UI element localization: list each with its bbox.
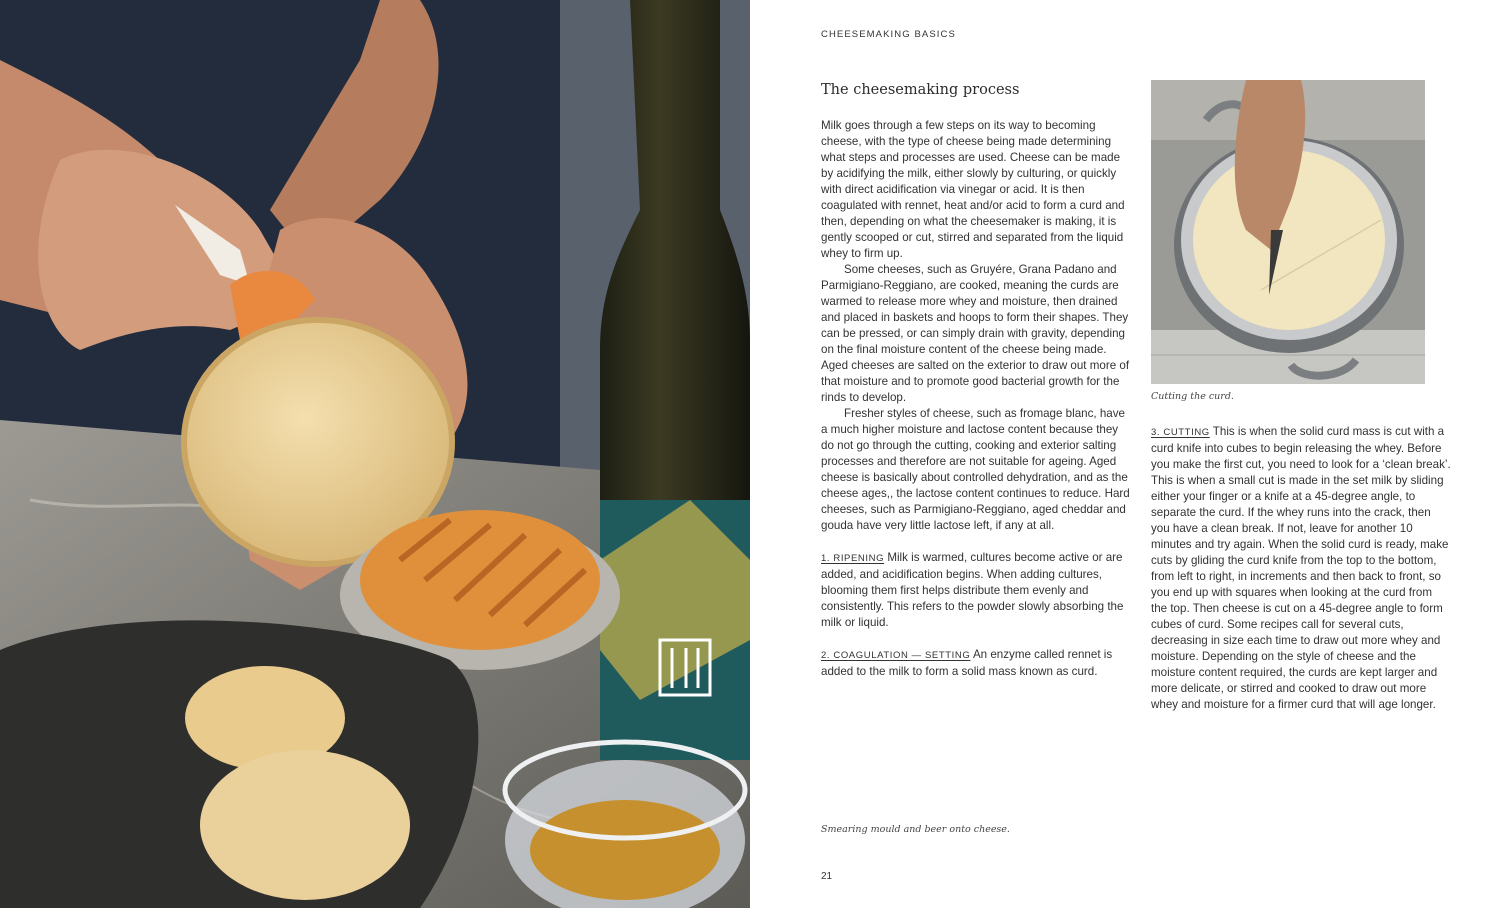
- step-coagulation: [821, 647, 1133, 680]
- cutting-step-text: [1151, 424, 1451, 713]
- intro-paragraph-3: Fresher styles of cheese, such as fromage blanc, have a much higher moisture and lactose content because they do not go through the cutting, cooking and exterior salting processes and therefore are not suitable for ageing. Aged cheese is basically about controlled dehydration, and as the cheese ages,, the lactose content continues to reduce. Hard cheeses, such as Parmigiano-Reggiano, aged cheddar and gouda have very little lactose left, if any at all.: [821, 407, 1130, 532]
- step-text: Milk is warmed, cultures become active or are added, and acidification begins. When adding cultures, blooming them first helps distribute them evenly and consistently. This refers to the powder slowly absorbing the milk or liquid.: [821, 551, 1124, 629]
- step-label: 3. CUTTING: [1151, 427, 1210, 438]
- step-ripening: [821, 550, 1133, 631]
- side-column: [1151, 80, 1451, 713]
- step-cutting: [1151, 424, 1451, 713]
- cutting-curd-photo: [1151, 80, 1425, 384]
- intro-paragraph-1: Milk goes through a few steps on its way to becoming cheese, with the type of cheese being made determining what steps and processes are used. Cheese can be made by acidifying the milk, either slowly by culturing, or quickly with direct acidification via vinegar or acid. It is then coagulated with rennet, heat and/or acid to form a curd and then, depending on what the cheesemaker is making, it is gently scooped or cut, stirred and separated from the liquid whey to firm up.: [821, 119, 1125, 260]
- running-head: CHEESEMAKING BASICS: [821, 29, 956, 40]
- photo-caption: Cutting the curd.: [1151, 391, 1234, 402]
- body-text: [821, 118, 1133, 680]
- step-text: An enzyme called rennet is added to the milk to form a solid mass known as curd.: [821, 648, 1113, 678]
- step-label: 1. RIPENING: [821, 553, 885, 564]
- page-number: 21: [821, 871, 833, 882]
- intro-paragraph-2: Some cheeses, such as Gruyére, Grana Padano and Parmigiano-Reggiano, are cooked, meaning the curds are warmed to release more whey and moisture, then drained and placed in baskets and hoops to form their shapes. They can be pressed, or can simply drain with gravity, depending on the final moisture content of the cheese being made. Aged cheeses are salted on the exterior to draw out more of that moisture and to promote good bacterial growth for the rinds to develop.: [821, 263, 1130, 404]
- step-text: This is when the solid curd mass is cut with a curd knife into cubes to begin releasing the whey. Before you make the first cut, you need to look for a ‘clean break’. This is when a small cut is made in the set milk by sliding either your finger or a knife at a 45-degree angle, to separate the curd. If the whey runs into the crack, then you have a clean break. If not, leave for another 10 minutes and try again. When the solid curd is ready, make cuts by gliding the curd knife from the top to the bottom, from left to right, in increments and then back to front, so you end up with squares when looking at the curd from the top. Then cheese is cut on a 45-degree angle to form cubes of curd. Some recipes call for several cuts, decreasing in size each time to draw out more whey and moisture. Depending on the style of cheese and the moisture content required, the curds are kept larger and more delicate, or stirred and cooked to draw out more whey and moisture for a firmer curd that will age longer.: [1151, 425, 1451, 711]
- step-label: 2. COAGULATION — SETTING: [821, 650, 971, 661]
- section-title: The cheesemaking process: [821, 82, 1020, 98]
- main-text-column: [821, 80, 1133, 680]
- photo-caption-left: Smearing mould and beer onto cheese.: [821, 824, 1010, 835]
